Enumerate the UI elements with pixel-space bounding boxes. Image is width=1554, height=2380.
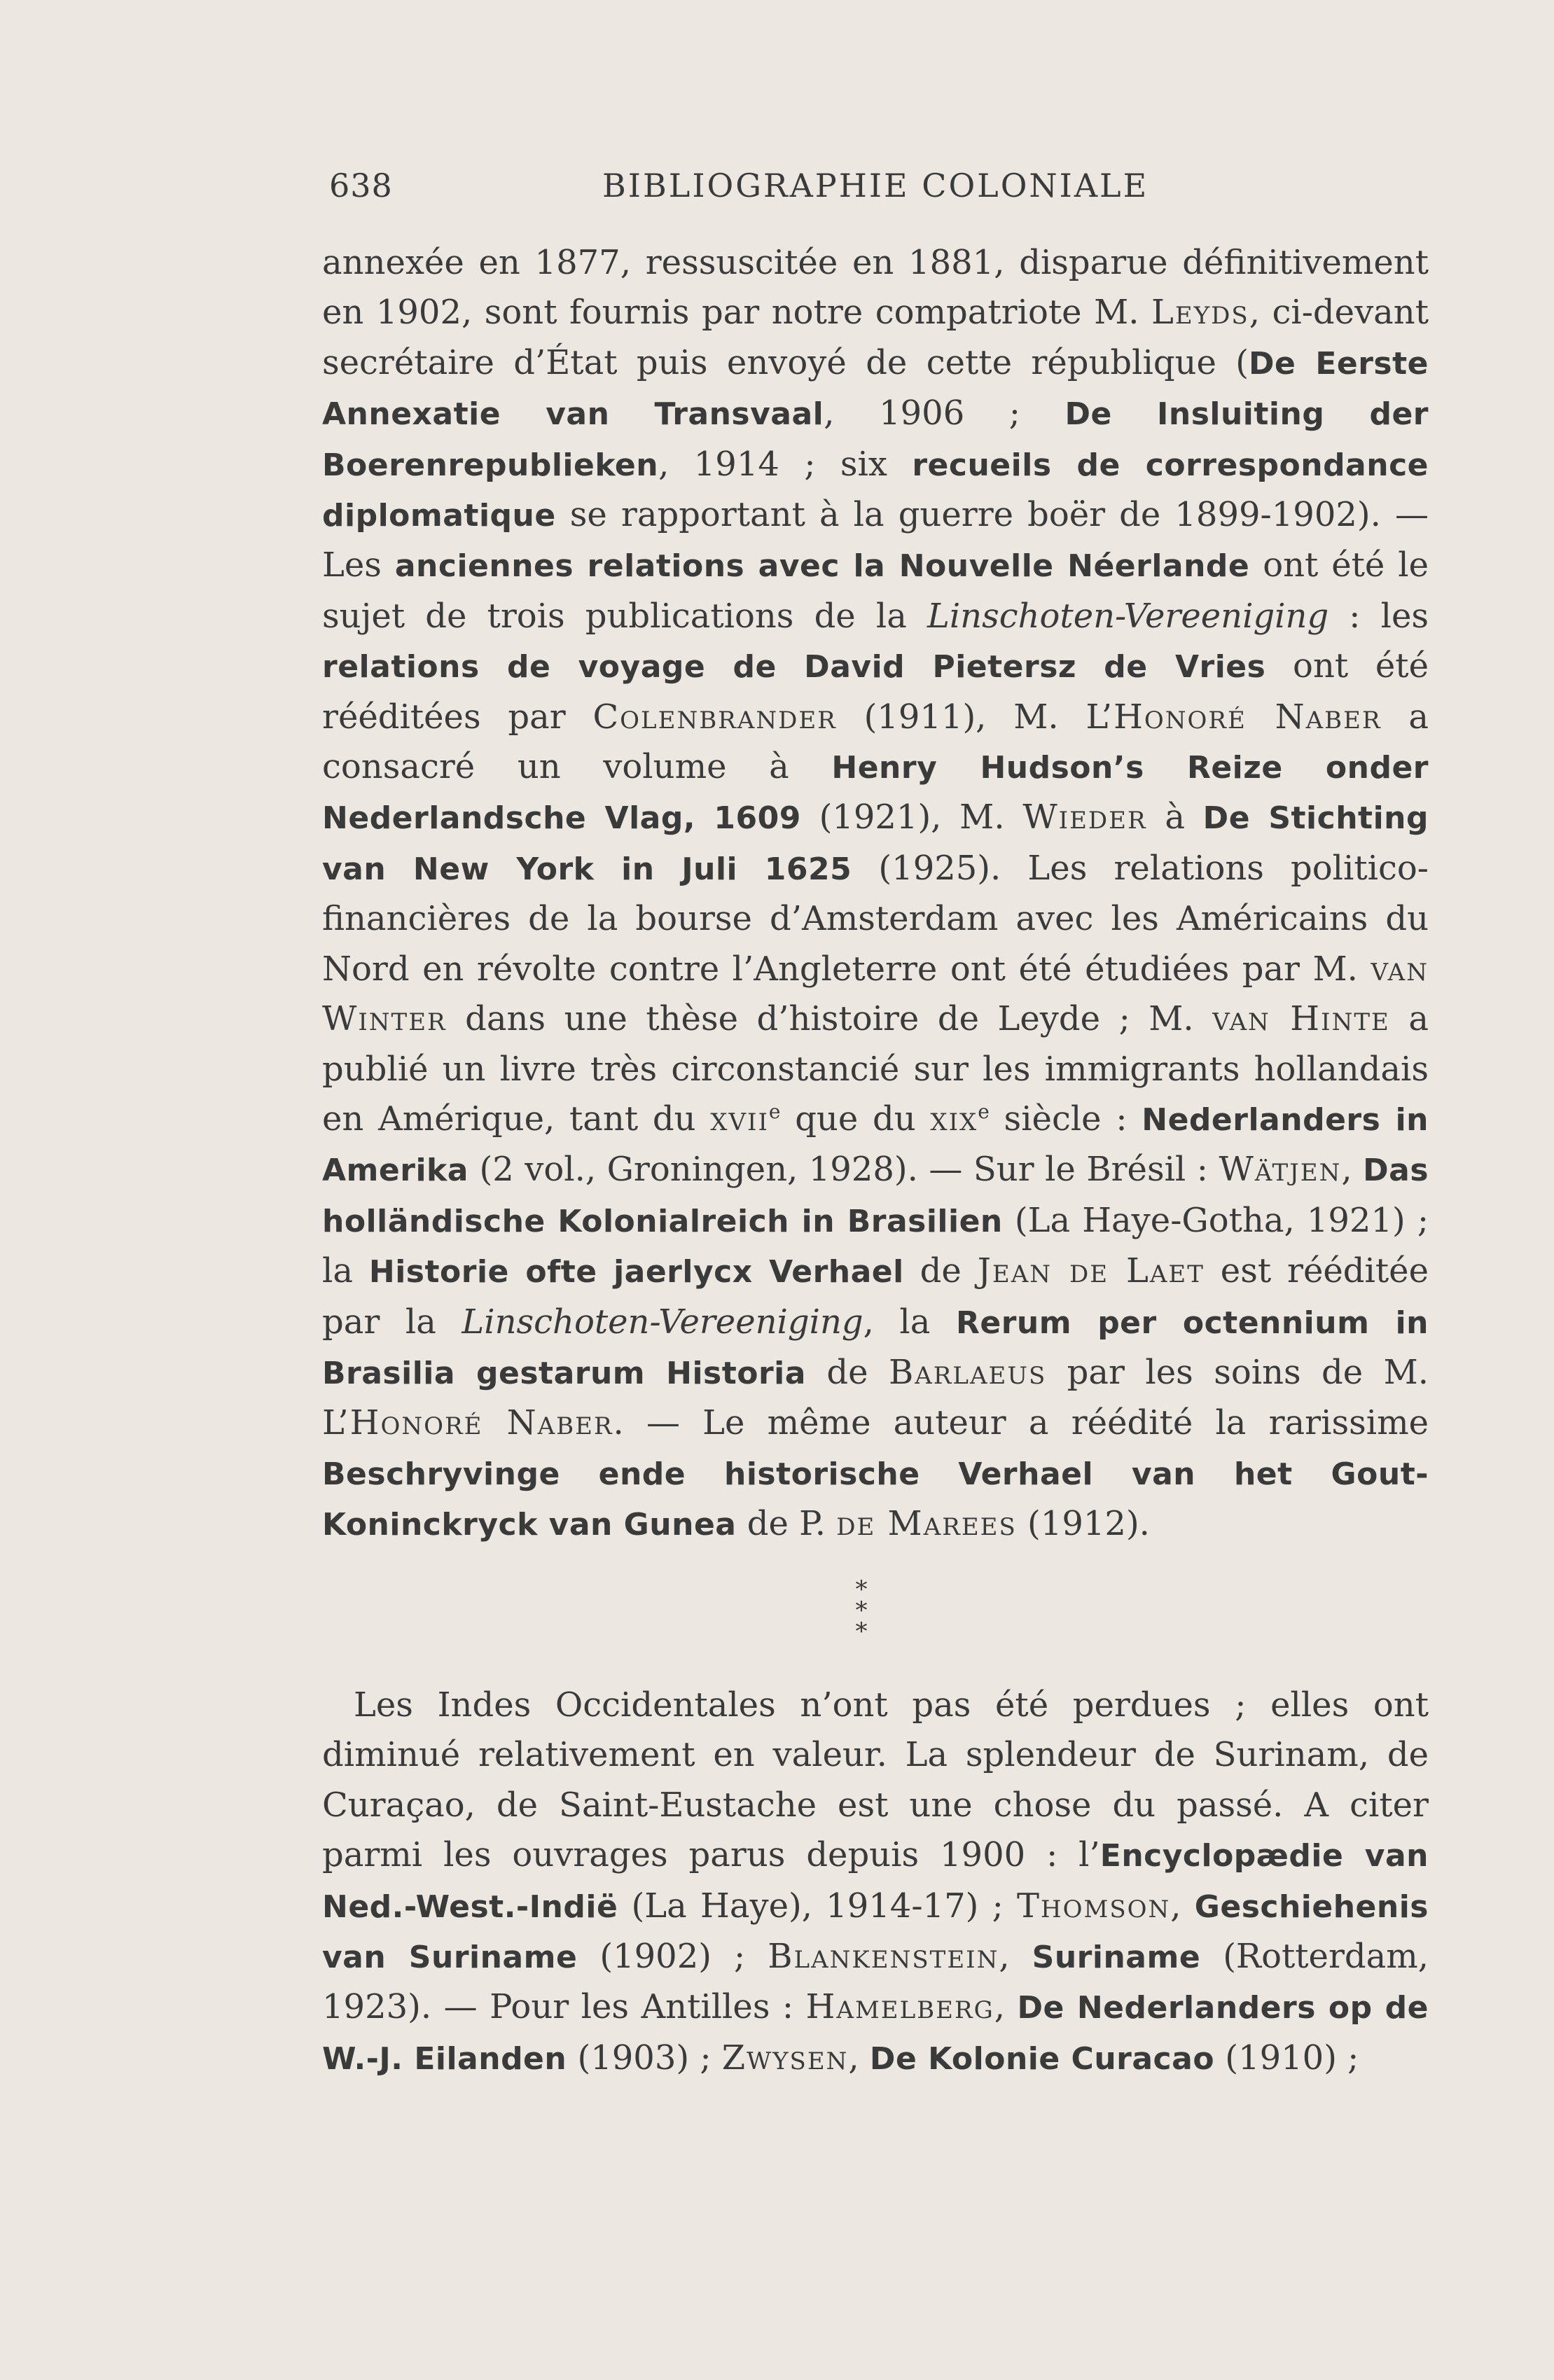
- text-run: de P.: [736, 1504, 837, 1544]
- author-name: Jean de Laet: [977, 1251, 1205, 1291]
- bold-title: De Eerste Annexatie van Transvaal: [322, 345, 1429, 433]
- author-name: Blankenstein: [768, 1937, 999, 1977]
- text-run: (2 vol., Groningen, 1928). — Sur le Brésil :: [468, 1150, 1219, 1190]
- text-run: que du: [780, 1099, 931, 1139]
- text-run: : les: [1328, 596, 1429, 636]
- text-run: , 1914 ; six: [658, 444, 913, 484]
- text-run: (1911), M.: [836, 697, 1086, 737]
- bold-title: Historie ofte jaerlycx Verhael: [368, 1254, 904, 1290]
- bold-title: De Insluiting der Boerenrepublieken: [322, 396, 1429, 483]
- author-name: Zwysen: [721, 2038, 849, 2078]
- page-number: 638: [329, 167, 393, 204]
- text-run: ont été rééditées par: [322, 646, 1429, 737]
- text-run: , ci-devant secrétaire d’État puis envoyé de cette république (: [322, 293, 1429, 382]
- bold-title: Rerum per octennium in Brasilia gestarum Historia: [322, 1304, 1429, 1391]
- text-run: (La Haye-Gotha, 1921) ; la: [322, 1200, 1429, 1291]
- text-run: , 1906 ;: [824, 394, 1065, 433]
- author-name: L’Honoré Naber: [1085, 697, 1382, 737]
- bold-title: Nederlanders in Amerika: [322, 1101, 1429, 1189]
- author-name: Leyds: [1151, 293, 1249, 333]
- text-run: ,: [999, 1937, 1032, 1977]
- section-asterism: [805, 1575, 917, 1645]
- author-name: Barlaeus: [888, 1352, 1047, 1392]
- author-name: van Hinte: [1212, 999, 1390, 1039]
- body-paragraph-1: [322, 238, 1429, 1550]
- text-run: ,: [1170, 1886, 1195, 1926]
- text-run: se rapportant à la guerre boër de 1899-1902). — Les: [322, 495, 1429, 585]
- running-title: BIBLIOGRAPHIE COLONIALE: [602, 167, 1149, 204]
- body-paragraph-2: [322, 1680, 1429, 2084]
- bold-title: Geschiehenis van Suriname: [322, 1888, 1429, 1976]
- bold-title: Suriname: [1032, 1940, 1201, 1976]
- author-name: xix: [930, 1099, 978, 1139]
- bold-title: Henry Hudson’s Reize onder Nederlandsche Vlag, 1609: [322, 750, 1429, 837]
- bold-title: relations de voyage de David Pietersz de Vries: [322, 649, 1266, 686]
- author-name: Wätjen: [1219, 1150, 1342, 1190]
- text-run: à: [1146, 798, 1203, 837]
- text-run: (1912).: [1016, 1504, 1150, 1544]
- bold-title: Das holländische Kolonialreich in Brasilien: [322, 1153, 1429, 1239]
- bold-title: Encyclopædie van Ned.-West.-Indië: [322, 1838, 1429, 1925]
- text-run: (1903) ;: [567, 2038, 722, 2078]
- text-run: de: [805, 1352, 889, 1392]
- author-name: Wieder: [1022, 798, 1147, 837]
- author-name: Hamelberg: [805, 1987, 994, 2027]
- bold-title: Beschryvinge ende historische Verhael van het Gout-Koninckryck van Gunea: [322, 1456, 1429, 1543]
- text-run: annexée en 1877, ressuscitée en 1881, disparue définitivement en 1902, sont fournis par notre compatriote M.: [322, 243, 1429, 333]
- text-run: Les Indes Occidentales n’ont pas été perdues ; elles ont diminué relativement en valeur. La splendeur de Surinam, de Curaçao, de Saint-Eustache est une chose du passé. A citer parmi les ouvrages parus depuis 1900 : l’: [322, 1685, 1429, 1875]
- text-run: a consacré un volume à: [322, 697, 1429, 787]
- text-run: ,: [1341, 1150, 1364, 1190]
- bold-title: De Nederlanders op de W.-J. Eilanden: [322, 1990, 1429, 2077]
- text-run: de: [903, 1251, 978, 1291]
- asterism-bottom: * *: [855, 1596, 889, 1645]
- text-run: par les soins de M.: [1046, 1352, 1429, 1392]
- bold-title: De Kolonie Curacao: [869, 2040, 1215, 2077]
- author-name: xvii: [710, 1099, 769, 1139]
- asterism-top: *: [855, 1575, 868, 1603]
- bold-title: recueils de correspondance diplomatique: [322, 447, 1429, 534]
- text-run: . — Le même auteur a réédité la rarissime: [613, 1403, 1429, 1443]
- bold-title: anciennes relations avec la Nouvelle Néerlande: [394, 548, 1250, 585]
- running-head: [329, 167, 1415, 216]
- superscript: e: [978, 1099, 990, 1123]
- author-name: de Marees: [836, 1504, 1017, 1544]
- text-run: (1910) ;: [1214, 2038, 1359, 2078]
- text-run: (Rotterdam, 1923). — Pour les Antilles :: [322, 1937, 1429, 2027]
- text-run: (La Haye), 1914-17) ;: [618, 1886, 1017, 1926]
- text-run: ont été le sujet de trois publications de la: [322, 545, 1429, 636]
- author-name: Thomson: [1016, 1886, 1171, 1926]
- author-name: Colenbrander: [592, 697, 837, 737]
- author-name: L’Honoré Naber: [322, 1403, 613, 1443]
- bold-title: De Stichting van New York in Juli 1625: [322, 800, 1429, 887]
- italic-title: Linschoten-Vereeniging: [927, 596, 1329, 636]
- text-run: a publié un livre très circonstancié sur les immigrants hollandais en Amérique, tant du: [322, 999, 1429, 1139]
- text-run: , la: [863, 1302, 956, 1342]
- text-run: (1902) ;: [577, 1937, 768, 1977]
- text-run: (1921), M.: [800, 798, 1023, 837]
- text-run: ,: [848, 2038, 870, 2078]
- author-name: van Winter: [322, 949, 1429, 1039]
- text-run: (1925). Les relations politico-financières de la bourse d’Amsterdam avec les Américains du Nord en révolte contre l’Angleterre ont été étudiées par M.: [322, 848, 1429, 989]
- text-run: dans une thèse d’histoire de Leyde ; M.: [446, 999, 1213, 1039]
- text-run: est rééditée par la: [322, 1251, 1429, 1342]
- text-run: ,: [994, 1987, 1018, 2027]
- italic-title: Linschoten-Vereeniging: [462, 1302, 863, 1342]
- superscript: e: [768, 1099, 781, 1123]
- text-run: siècle :: [989, 1099, 1142, 1139]
